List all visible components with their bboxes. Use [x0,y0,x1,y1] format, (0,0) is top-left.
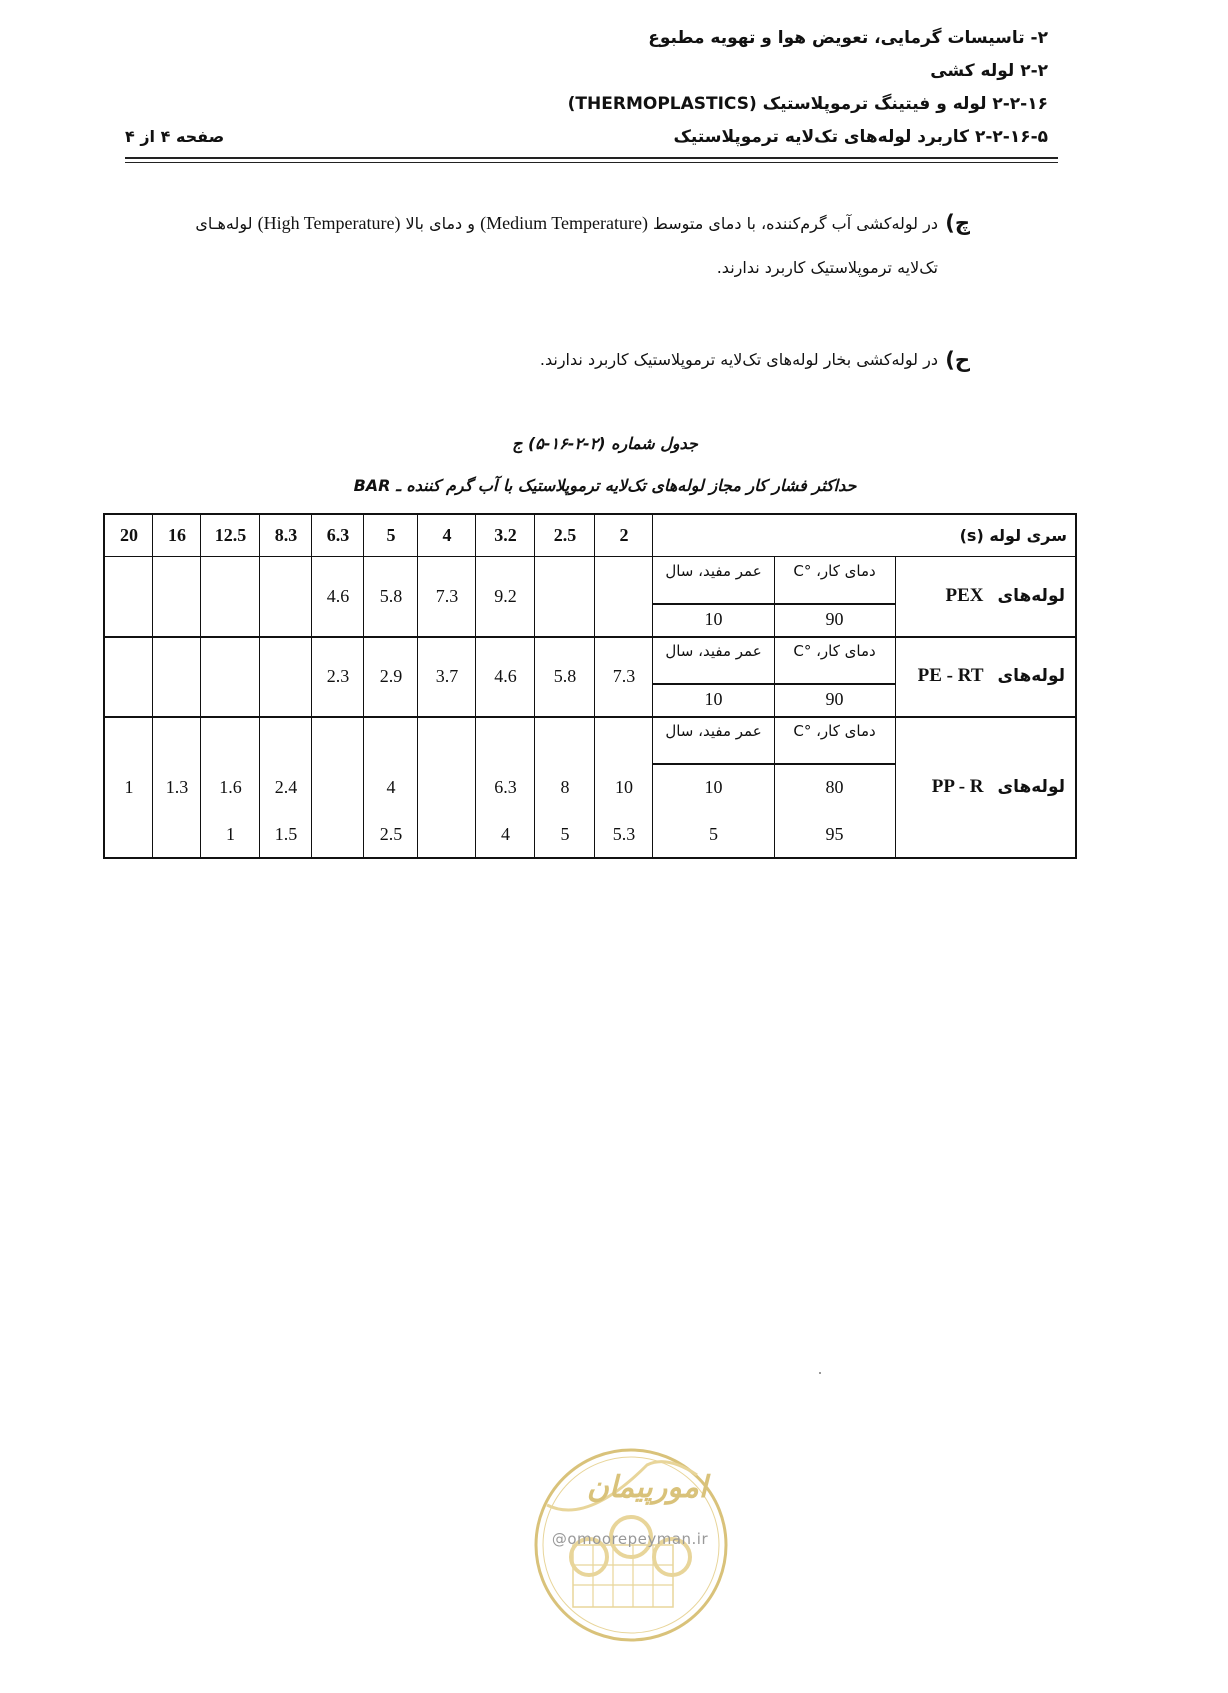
item-che-marker: چ) [945,211,970,235]
item-che-line-2: تک‌لایه ترموپلاستیک کاربرد ندارند. [716,258,938,277]
table-series-header: 12.5 [214,525,247,545]
pipe-type-label [895,716,1065,857]
operating-temp-value: 90 [825,609,844,629]
table-series-label: سری لوله (s) [959,526,1067,545]
pressure-value: 2.4 [274,776,298,797]
scan-speck [819,1372,821,1374]
pressure-value: 6.3 [494,776,517,797]
item-he-text: در لوله‌کشی بخار لوله‌های تک‌لایه ترموپلاستیک کاربرد ندارند. [539,350,938,369]
watermark-logo-text: امورپیمان [586,1470,708,1505]
pressure-value: 5 [560,823,570,844]
header-line-4: ۲-۲-۱۶-۵ کاربرد لوله‌های تک‌لایه ترموپلاستیک [673,127,1048,147]
pressure-value: 10 [615,776,633,797]
table-series-header: 5 [386,525,396,545]
operating-temp-label: دمای کار، °C [793,642,876,660]
pressure-value: 1.6 [219,776,242,797]
table-subtitle: حداکثر فشار کار مجاز لوله‌های تک‌لایه ترموپلاستیک با آب گرم کننده ـ BAR [353,476,857,495]
service-life-label: عمر مفید، سال [665,642,762,660]
service-life-value: 5 [709,823,718,844]
pipe-prefix: لوله‌های [997,586,1065,606]
pressure-value: 5.8 [379,585,403,606]
service-life-value: 10 [704,609,723,629]
table-series-header: 3.2 [494,525,517,545]
pressure-table [103,513,1077,859]
pressure-value: 7.3 [435,585,459,606]
header-line-2: ۲-۲ لوله کشی [930,61,1048,81]
pressure-value: 9.2 [494,585,517,606]
table-series-header: 16 [168,525,186,545]
pressure-value: 2.3 [326,665,350,686]
pipe-code: PP - R [931,775,984,797]
table-series-header: 8.3 [274,525,298,545]
service-life-label: عمر مفید، سال [665,722,762,740]
pipe-code: PE - RT [917,665,984,686]
page-number: صفحه ۴ از ۴ [125,127,225,146]
table-series-header: 4 [442,525,452,545]
table-series-header: 2.5 [553,525,577,545]
header-line-1: ۲- تاسیسات گرمایی، تعویض هوا و تهویه مطبوع [648,28,1048,48]
operating-temp-label: دمای کار، °C [793,562,876,580]
pressure-value: 4.6 [326,585,350,606]
item-che-line-1 [195,213,938,234]
item-che-text-3: لوله‌هـای [195,214,253,233]
operating-temp-label: دمای کار، °C [793,722,876,740]
table-series-header: 6.3 [326,525,350,545]
high-temperature-term: (High Temperature) [257,213,401,233]
pressure-value: 5.3 [612,823,636,844]
pipe-type-label [895,556,1065,636]
header-line-3: ۲-۲-۱۶ لوله و فیتینگ ترموپلاستیک (THERMOPLASTICS) [567,94,1048,114]
pressure-value: 4.6 [494,665,517,686]
item-che-text-2: و دمای بالا [405,214,475,233]
pressure-value: 1.3 [165,776,189,797]
table-series-header: 20 [120,525,138,545]
header-rule [125,157,1058,159]
pipe-prefix: لوله‌های [997,666,1065,686]
medium-temperature-term: (Medium Temperature) [480,213,648,233]
pressure-value: 1 [226,823,235,844]
pressure-value: 4 [501,823,510,844]
service-life-value: 10 [704,776,723,797]
pipe-type-label [895,636,1065,716]
operating-temp-value: 95 [825,823,844,844]
pressure-value: 1 [124,776,134,797]
pressure-value: 4 [386,776,396,797]
pressure-value: 3.7 [435,665,459,686]
pressure-value: 5.8 [553,665,577,686]
pressure-value: 1.5 [274,823,298,844]
item-che-text-1: در لوله‌کشی آب گرم‌کننده، با دمای متوسط [653,214,938,233]
pressure-value: 2.5 [379,823,403,844]
watermark-site: @omoorepeyman.ir [551,1530,709,1548]
service-life-value: 10 [704,689,723,709]
pipe-prefix: لوله‌های [997,776,1065,797]
operating-temp-value: 90 [825,689,844,709]
pressure-value: 2.9 [379,665,403,686]
pressure-value: 7.3 [612,665,636,686]
table-title: جدول شماره (۲-۲-۱۶-۵) ج [512,434,698,453]
header-rule-thin [125,162,1058,163]
table-series-header: 2 [619,525,629,545]
service-life-label: عمر مفید، سال [665,562,762,580]
pressure-value: 8 [560,776,570,797]
watermark-logo [497,1425,765,1693]
item-he-marker: ح) [945,348,970,372]
pipe-code: PEX [945,585,984,606]
operating-temp-value: 80 [825,776,844,797]
